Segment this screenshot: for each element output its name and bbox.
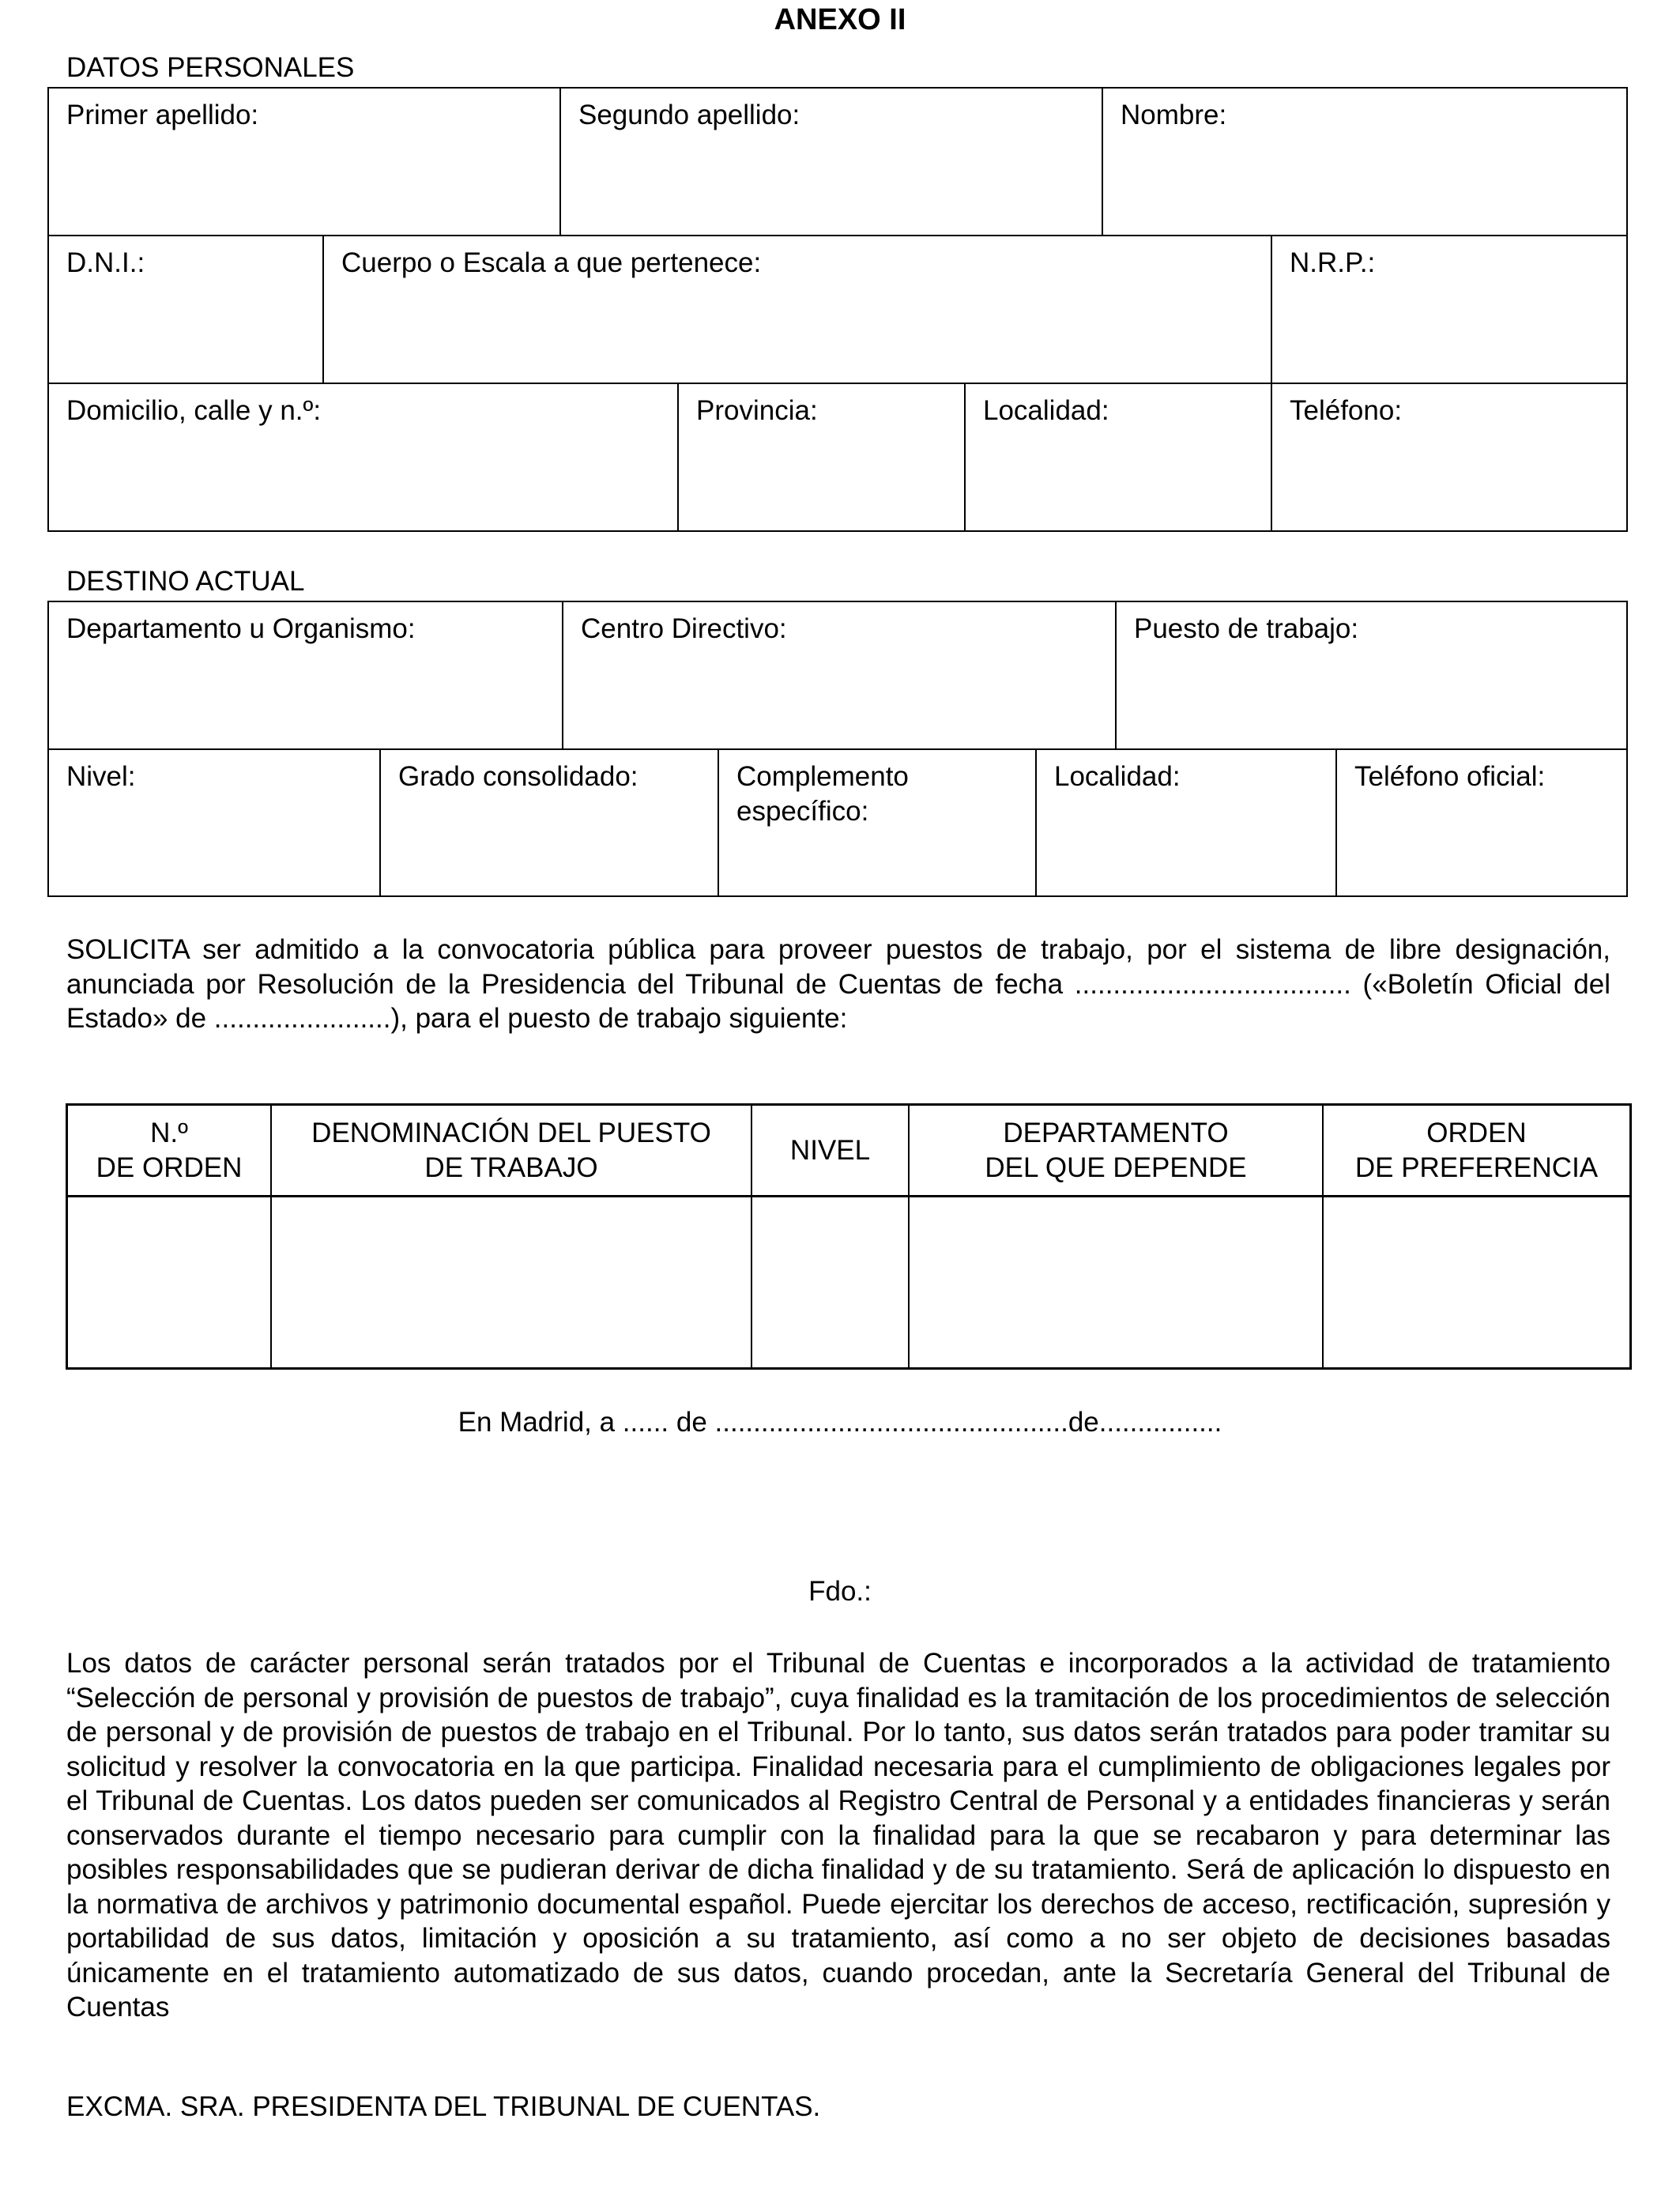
- field-label: Teléfono oficial:: [1354, 761, 1546, 792]
- field-label: Nombre:: [1121, 100, 1227, 130]
- field-label: Grado consolidado:: [398, 761, 638, 792]
- field-label: Teléfono:: [1290, 395, 1403, 426]
- field-label: Primer apellido:: [66, 100, 259, 130]
- datos-row-3: [49, 384, 1626, 530]
- field-label: Nivel:: [66, 761, 136, 792]
- destino-row-1: [49, 602, 1626, 750]
- destino-row-2: [49, 750, 1626, 895]
- datos-row-1: [49, 89, 1626, 236]
- cell-denominacion[interactable]: [272, 1197, 752, 1367]
- section-heading-destino-actual: DESTINO ACTUAL: [66, 566, 305, 597]
- field-localidad[interactable]: [966, 384, 1272, 530]
- cell-nivel[interactable]: [752, 1197, 910, 1367]
- field-label: D.N.I.:: [66, 247, 145, 278]
- field-provincia[interactable]: [679, 384, 966, 530]
- column-header-departamento: DEPARTAMENTO DEL QUE DEPENDE: [910, 1106, 1324, 1195]
- section-heading-datos-personales: DATOS PERSONALES: [66, 52, 355, 83]
- column-header-orden-preferencia: ORDEN DE PREFERENCIA: [1354, 1117, 1599, 1183]
- proteccion-datos-paragraph: Los datos de carácter personal serán tratados por el Tribunal de Cuentas e incorporados a la actividad de tratamiento “Selección de personal y provisión de puestos de trabajo”, cuya finalidad es la tramitación de los procedimientos de selección de personal y de provisión de puestos de trabajo en el Tribunal. Por lo tanto, sus datos serán tratados para poder tramitar su solicitud y resolver la convocatoria en la que participa. Finalidad necesaria para el cumplimiento de obligaciones legales por el Tribunal de Cuentas. Los datos pueden ser comunicados al Registro Central de Personal y a entidades financieras y serán conservados durante el tiempo necesario para cumplir con la finalidad para la que se recabaron y para determinar las posibles responsabilidades que se pudieran derivar de dicha finalidad y de su tratamiento. Será de aplicación lo dispuesto en la normativa de archivos y patrimonio documental español. Puede ejercitar los derechos de acceso, rectificación, supresión y portabilidad de sus datos, limitación y oposición a su tratamiento, así como a no ser objeto de decisiones basadas únicamente en el tratamiento automatizado de sus datos, cuando procedan, ante la Secretaría General del Tribunal de Cuentas: [66, 1648, 1610, 2022]
- field-segundo-apellido[interactable]: [561, 89, 1103, 235]
- field-centro-directivo[interactable]: [563, 602, 1117, 748]
- field-label: Localidad:: [983, 395, 1109, 426]
- field-domicilio[interactable]: [49, 384, 679, 530]
- cell-numero-orden[interactable]: [68, 1197, 272, 1367]
- page-title: ANEXO II: [774, 3, 906, 36]
- field-nivel[interactable]: [49, 750, 381, 895]
- puestos-table-row: [68, 1197, 1629, 1367]
- firma-label: Fdo.:: [808, 1576, 872, 1607]
- cell-departamento[interactable]: [910, 1197, 1324, 1367]
- field-cuerpo-escala[interactable]: [324, 236, 1272, 383]
- field-departamento-organismo[interactable]: [49, 602, 563, 748]
- puestos-table: [66, 1103, 1632, 1370]
- field-complemento-especifico[interactable]: [719, 750, 1037, 895]
- field-telefono-oficial[interactable]: [1337, 750, 1626, 895]
- field-label: Departamento u Organismo:: [66, 613, 416, 644]
- field-label: Localidad:: [1054, 761, 1181, 792]
- field-nrp[interactable]: [1272, 236, 1626, 383]
- field-label: Segundo apellido:: [578, 100, 800, 130]
- field-label: N.R.P.:: [1290, 247, 1376, 278]
- field-puesto-trabajo[interactable]: [1117, 602, 1626, 748]
- field-label: Puesto de trabajo:: [1134, 613, 1359, 644]
- column-header-numero-orden: N.º DE ORDEN: [68, 1106, 272, 1195]
- column-header-nivel: NIVEL: [752, 1106, 910, 1195]
- field-label: Cuerpo o Escala a que pertenece:: [341, 247, 762, 278]
- puestos-table-header: [68, 1106, 1629, 1197]
- field-dni[interactable]: [49, 236, 324, 383]
- field-label: Centro Directivo:: [581, 613, 787, 644]
- field-grado-consolidado[interactable]: [381, 750, 719, 895]
- field-localidad-destino[interactable]: [1037, 750, 1337, 895]
- destino-actual-grid: [47, 601, 1628, 897]
- field-label: Provincia:: [696, 395, 818, 426]
- field-label: Complemento específico:: [736, 761, 909, 827]
- fecha-lugar-line: En Madrid, a ...... de ..............................................de................: [458, 1407, 1222, 1438]
- field-primer-apellido[interactable]: [49, 89, 561, 235]
- datos-personales-grid: [47, 87, 1628, 532]
- column-header-denominacion: DENOMINACIÓN DEL PUESTO DE TRABAJO: [272, 1106, 752, 1195]
- field-nombre[interactable]: [1103, 89, 1626, 235]
- field-telefono[interactable]: [1272, 384, 1626, 530]
- datos-row-2: [49, 236, 1626, 384]
- field-label: Domicilio, calle y n.º:: [66, 395, 322, 426]
- solicita-paragraph: SOLICITA ser admitido a la convocatoria pública para proveer puestos de trabajo, por el sistema de libre designación, anunciada por Resolución de la Presidencia del Tribunal de Cuentas de fecha .................................... («Boletín Oficial del Estado» de .......................), para el puesto de trabajo siguiente:: [66, 934, 1610, 1034]
- cell-orden-preferencia[interactable]: [1324, 1197, 1629, 1367]
- destinatario: EXCMA. SRA. PRESIDENTA DEL TRIBUNAL DE CUENTAS.: [66, 2091, 821, 2122]
